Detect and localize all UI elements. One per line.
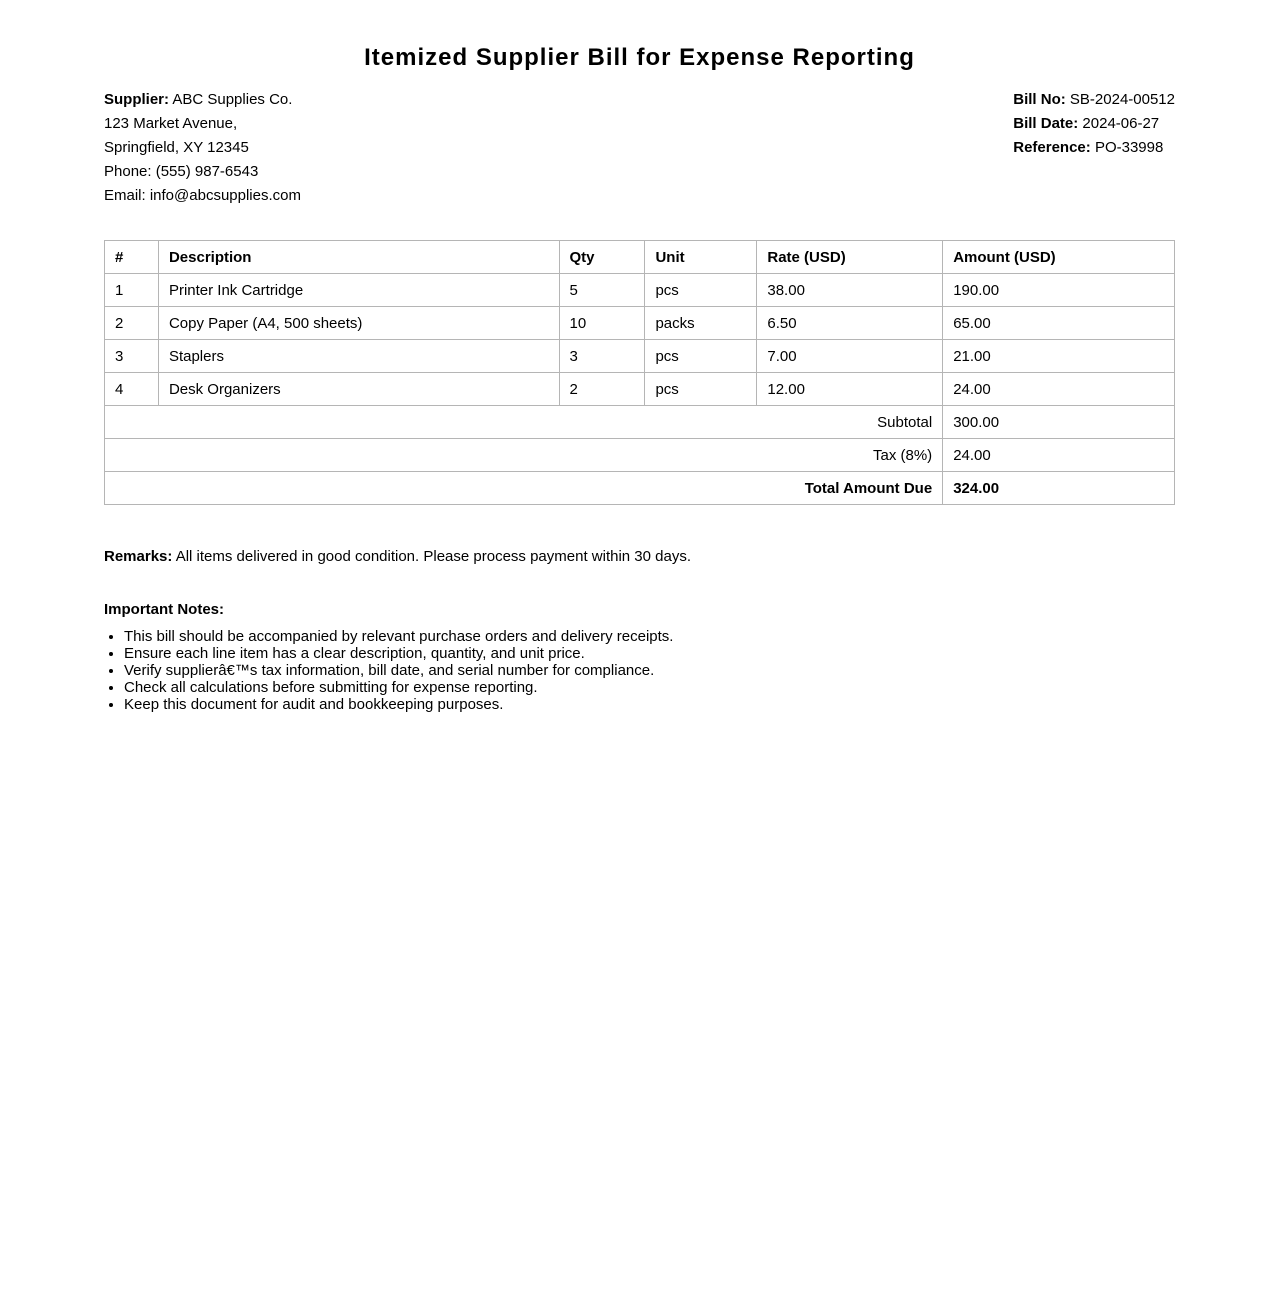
table-header-row [105, 241, 1175, 274]
reference: PO-33998 [1094, 139, 1164, 156]
list-item: • Keep this document for audit and bookkeeping purposes. [124, 696, 673, 713]
table-row [105, 373, 1175, 406]
bill-date: 2024-06-27 [1082, 115, 1160, 132]
list-item: • Verify supplierâ€™s tax information, bill date, and serial number for compliance. [124, 662, 673, 679]
cell-description: Printer Ink Cartridge [158, 274, 559, 307]
header-index: # [105, 241, 159, 274]
supplier-label: Supplier: [104, 91, 170, 108]
cell-rate: 12.00 [757, 373, 943, 406]
remarks [104, 546, 691, 568]
total-row [105, 472, 1175, 505]
list-item: • Ensure each line item has a clear description, quantity, and unit price. [124, 645, 673, 662]
supplier-address-line2: Springfield, XY 12345 [104, 139, 249, 156]
cell-qty: 10 [559, 307, 645, 340]
subtotal-label: Subtotal [105, 406, 943, 439]
reference-line [1013, 136, 1175, 160]
table-row [105, 274, 1175, 307]
supplier-address-line1: 123 Market Avenue, [104, 115, 238, 132]
cell-unit: packs [645, 307, 757, 340]
supplier-name: ABC Supplies Co. [172, 91, 293, 108]
bill-info [1013, 88, 1175, 208]
header-unit: Unit [645, 241, 757, 274]
notes-list [104, 628, 673, 713]
header-qty: Qty [559, 241, 645, 274]
bill-no-line [1013, 88, 1175, 112]
page-title: Itemized Supplier Bill for Expense Reporting [364, 44, 915, 71]
total-label: Total Amount Due [105, 472, 943, 505]
bill-header [104, 88, 1175, 208]
cell-index: 1 [105, 274, 159, 307]
subtotal-row [105, 406, 1175, 439]
tax-label: Tax (8%) [105, 439, 943, 472]
list-item: • Check all calculations before submitting for expense reporting. [124, 679, 673, 696]
supplier-line [104, 88, 301, 112]
notes-title: Important Notes: [104, 601, 224, 618]
cell-index: 2 [105, 307, 159, 340]
subtotal-value: 300.00 [943, 406, 1175, 439]
supplier-info [104, 88, 301, 208]
header-amount: Amount (USD) [943, 241, 1175, 274]
cell-description: Copy Paper (A4, 500 sheets) [158, 307, 559, 340]
remarks-text: All items delivered in good condition. Please process payment within 30 days. [175, 548, 691, 565]
bill-no-label: Bill No: [1013, 91, 1066, 108]
list-item: • This bill should be accompanied by relevant purchase orders and delivery receipts. [124, 628, 673, 645]
tax-row [105, 439, 1175, 472]
reference-label: Reference: [1013, 139, 1091, 156]
cell-amount: 24.00 [943, 373, 1175, 406]
cell-description: Staplers [158, 340, 559, 373]
cell-rate: 38.00 [757, 274, 943, 307]
cell-unit: pcs [645, 274, 757, 307]
bill-date-line [1013, 112, 1175, 136]
cell-amount: 65.00 [943, 307, 1175, 340]
cell-description: Desk Organizers [158, 373, 559, 406]
table-row [105, 340, 1175, 373]
cell-qty: 5 [559, 274, 645, 307]
cell-qty: 3 [559, 340, 645, 373]
cell-unit: pcs [645, 340, 757, 373]
cell-index: 4 [105, 373, 159, 406]
bill-date-label: Bill Date: [1013, 115, 1079, 132]
remarks-label: Remarks: [104, 548, 173, 565]
cell-unit: pcs [645, 373, 757, 406]
cell-rate: 6.50 [757, 307, 943, 340]
supplier-email: Email: info@abcsupplies.com [104, 187, 301, 204]
bill-no: SB-2024-00512 [1069, 91, 1175, 108]
header-description: Description [158, 241, 559, 274]
items-table [104, 240, 1175, 505]
cell-index: 3 [105, 340, 159, 373]
supplier-phone: Phone: (555) 987-6543 [104, 163, 259, 180]
cell-rate: 7.00 [757, 340, 943, 373]
header-rate: Rate (USD) [757, 241, 943, 274]
tax-value: 24.00 [943, 439, 1175, 472]
table-row [105, 307, 1175, 340]
total-value: 324.00 [943, 472, 1175, 505]
cell-qty: 2 [559, 373, 645, 406]
cell-amount: 21.00 [943, 340, 1175, 373]
cell-amount: 190.00 [943, 274, 1175, 307]
